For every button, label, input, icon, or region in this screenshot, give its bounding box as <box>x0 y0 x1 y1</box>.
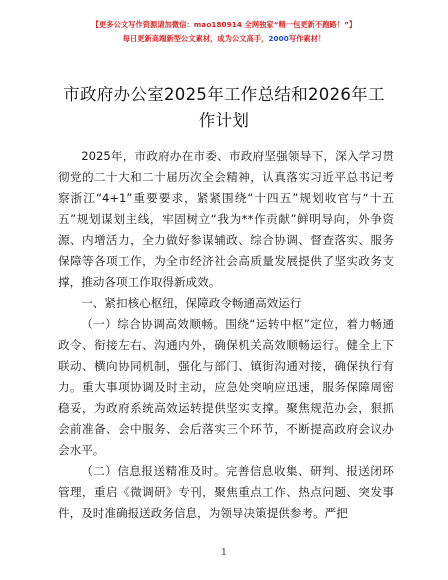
promo-banner-line-2 <box>0 34 448 44</box>
document-title: 市政府办公室2025年工作总结和2026年工作计划 <box>63 85 385 130</box>
body-paragraph: （二）信息报送精准及时。完善信息收集、研判、报送闭环管理，重启《微调研》专刊，聚焦重点工作、热点问题、突发事件，及时准确报送政务信息，为领导决策提供参考。严把 <box>58 464 394 520</box>
intro-paragraph: 2025年，市政府办在市委、市政府坚强领导下，深入学习贯彻党的二十大和二十届历次全会精神，认真落实习近平总书记考察浙江“4+1”重要要求，紧紧围绕“十四五”规划收官与“十五五”规划谋划主线，牢固树立“我为**作贡献”鲜明导向，外争资源、内增活力，全力做好参谋辅政、综合协调、督查落实、服务保障等各项工作，为全市经济社会高质量发展提供了坚实政务支撑，推动各项工作取得新成效。 <box>58 149 394 289</box>
promo-banner-highlight: 2000 <box>268 34 289 43</box>
section-heading: 一、紧扣核心枢纽，保障政令畅通高效运行 <box>81 296 302 310</box>
promo-banner-text-end: 写作素材！ <box>288 34 326 43</box>
page-number: 1 <box>221 548 227 558</box>
promo-banner-line-1: 【更多公文写作资源请加微信：mao180914 全网独家“精一包更新不跑路！”】 <box>91 20 357 29</box>
promo-banner-text: 每日更新高端新型公文素材，成为公文高手， <box>122 34 269 43</box>
document-body <box>58 146 394 524</box>
body-paragraph: （一）综合协调高效顺畅。围绕“运转中枢”定位，着力畅通政令、衔接左右、沟通内外，确保机关高效顺畅运行。健全上下联动、横向协同机制，强化与部门、镇街沟通对接，确保执行有力。重大事项协调及时主动，应急处突响应迅速，服务保障周密稳妥，为政府系统高效运转提供坚实支撑。聚焦规范办会，狠抓会前准备、会中服务、会后落实三个环节，不断提高政府会议办会水平。 <box>58 317 394 457</box>
